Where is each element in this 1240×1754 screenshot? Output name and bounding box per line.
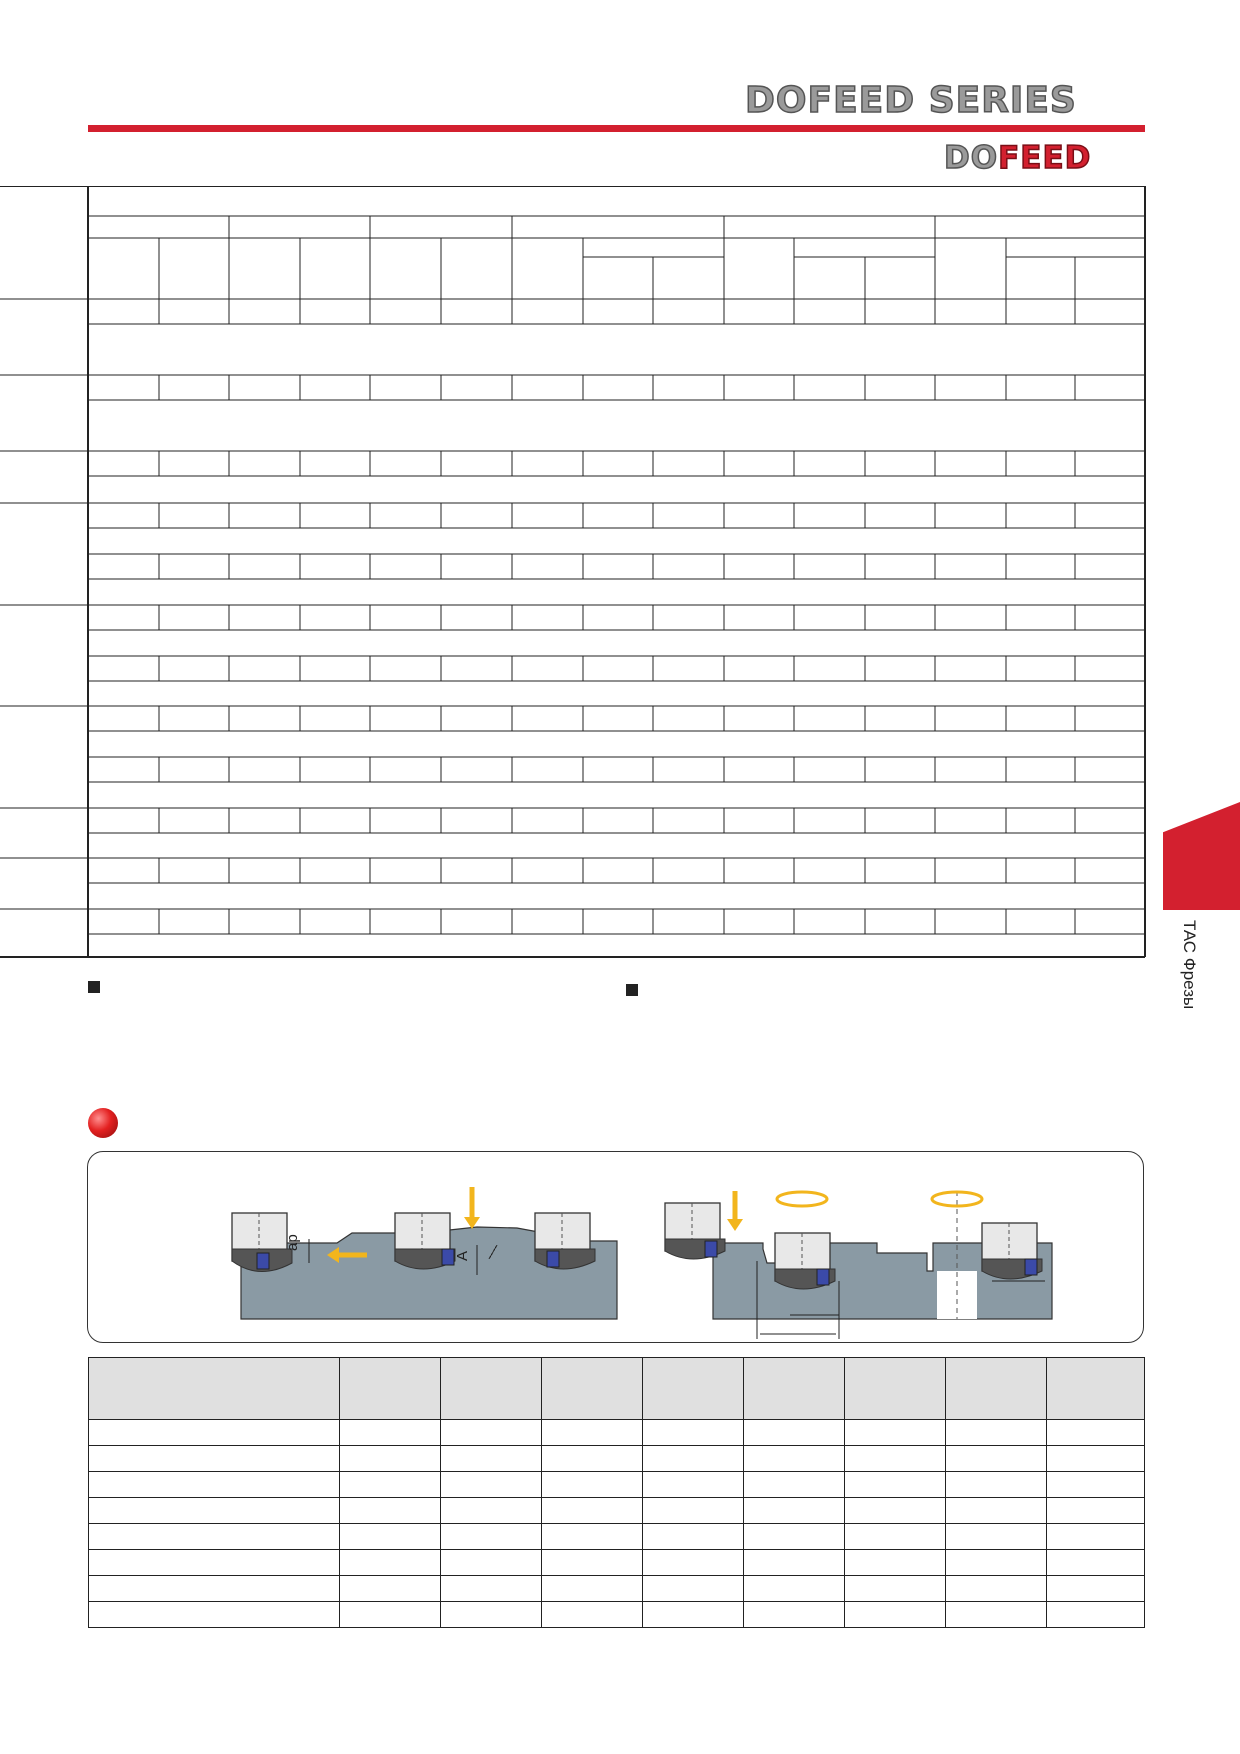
table-cell: [844, 1550, 945, 1576]
table-row: [89, 1420, 1145, 1446]
table-cell: [945, 1524, 1046, 1550]
table-header-cell: [541, 1358, 642, 1420]
offset-a-label: A: [454, 1250, 471, 1261]
table-cell: [440, 1420, 541, 1446]
table-header-cell: [642, 1358, 743, 1420]
table-cell: [945, 1472, 1046, 1498]
table-row: [89, 1446, 1145, 1472]
table-header-cell: [945, 1358, 1046, 1420]
table-cell: [743, 1498, 844, 1524]
section-tab-text: ТАС Фрезы: [1180, 920, 1199, 1010]
table-cell: [743, 1576, 844, 1602]
table-cell: [642, 1472, 743, 1498]
table-cell: [945, 1550, 1046, 1576]
product-logo: [944, 140, 1091, 176]
section-tab-label: [1175, 920, 1203, 1040]
table-row: [89, 1550, 1145, 1576]
table-row: [89, 1602, 1145, 1628]
table-cell: [89, 1602, 340, 1628]
table-cell: [89, 1550, 340, 1576]
table-cell: [89, 1576, 340, 1602]
table-cell: [642, 1498, 743, 1524]
table-cell: [1046, 1524, 1144, 1550]
table-header-cell: [1046, 1358, 1144, 1420]
table-cell: [89, 1498, 340, 1524]
table-cell: [339, 1524, 440, 1550]
table-cell: [642, 1524, 743, 1550]
table-cell: [339, 1498, 440, 1524]
table-cell: [844, 1472, 945, 1498]
table-cell: [541, 1498, 642, 1524]
cutter-5-icon: [775, 1233, 835, 1289]
table-cell: [945, 1576, 1046, 1602]
table-cell: [541, 1602, 642, 1628]
table-cell: [844, 1576, 945, 1602]
series-logo: [745, 80, 1077, 121]
table-cell: [440, 1446, 541, 1472]
table-cell: [844, 1420, 945, 1446]
cutter-2-icon: [395, 1213, 455, 1269]
table-cell: [541, 1446, 642, 1472]
cutter-4-icon: [665, 1203, 725, 1259]
table-cell: [945, 1498, 1046, 1524]
table-header-cell: [339, 1358, 440, 1420]
table-cell: [339, 1446, 440, 1472]
table-header-cell: [844, 1358, 945, 1420]
table-cell: [440, 1550, 541, 1576]
cutting-condition-table: [88, 1357, 1145, 1628]
table-cell: [945, 1420, 1046, 1446]
table-cell: [743, 1524, 844, 1550]
table-cell: [339, 1472, 440, 1498]
table-cell: [1046, 1420, 1144, 1446]
series-logo-part2: SERIES: [915, 80, 1077, 121]
table-cell: [440, 1498, 541, 1524]
table-cell: [89, 1472, 340, 1498]
table-cell: [844, 1446, 945, 1472]
rotation-arrow-1-icon: [777, 1192, 827, 1206]
table-cell: [642, 1446, 743, 1472]
section-bullet-icon: [88, 1108, 118, 1138]
table-cell: [339, 1420, 440, 1446]
table-cell: [541, 1576, 642, 1602]
table-cell: [743, 1472, 844, 1498]
table-cell: [89, 1420, 340, 1446]
table-cell: [440, 1524, 541, 1550]
table-cell: [1046, 1602, 1144, 1628]
table-cell: [844, 1602, 945, 1628]
table-cell: [89, 1446, 340, 1472]
cutter-3-icon: [535, 1213, 595, 1269]
table-row: [89, 1498, 1145, 1524]
table-row: [89, 1472, 1145, 1498]
table-cell: [339, 1550, 440, 1576]
table-cell: [743, 1550, 844, 1576]
table-cell: [743, 1446, 844, 1472]
table-cell: [541, 1524, 642, 1550]
cutting-data-table: [0, 186, 1150, 962]
cutter-1-icon: [232, 1213, 292, 1272]
table-cell: [1046, 1576, 1144, 1602]
table-cell: [440, 1576, 541, 1602]
note-bullet-right: [626, 984, 638, 996]
product-logo-part2: FEED: [998, 140, 1092, 176]
table-cell: [541, 1472, 642, 1498]
table-cell: [844, 1524, 945, 1550]
table-header-row: [89, 1358, 1145, 1420]
table-header-cell: [89, 1358, 340, 1420]
table-header-cell: [743, 1358, 844, 1420]
table-cell: [1046, 1446, 1144, 1472]
table-cell: [440, 1472, 541, 1498]
table-cell: [642, 1420, 743, 1446]
table-cell: [743, 1602, 844, 1628]
table-cell: [541, 1420, 642, 1446]
series-logo-part1: DOFEED: [745, 80, 916, 121]
table-header-cell: [440, 1358, 541, 1420]
table-cell: [642, 1576, 743, 1602]
table-cell: [844, 1498, 945, 1524]
table-row: [89, 1576, 1145, 1602]
table-cell: [743, 1420, 844, 1446]
table-cell: [541, 1550, 642, 1576]
table-cell: [1046, 1498, 1144, 1524]
table-cell: [440, 1602, 541, 1628]
cutter-6-icon: [982, 1223, 1042, 1279]
table-cell: [339, 1576, 440, 1602]
machining-illustration: [87, 1151, 1144, 1343]
section-tab: [1163, 802, 1240, 910]
table-cell: [1046, 1550, 1144, 1576]
table-cell: [89, 1524, 340, 1550]
table-cell: [945, 1602, 1046, 1628]
table-cell: [1046, 1472, 1144, 1498]
ap-label: ap: [284, 1234, 301, 1251]
table-cell: [339, 1602, 440, 1628]
product-logo-part1: DO: [944, 140, 999, 176]
header-rule: [88, 125, 1145, 132]
table-cell: [945, 1446, 1046, 1472]
table-cell: [642, 1602, 743, 1628]
table-row: [89, 1524, 1145, 1550]
note-bullet-left: [88, 981, 100, 993]
table-cell: [642, 1550, 743, 1576]
